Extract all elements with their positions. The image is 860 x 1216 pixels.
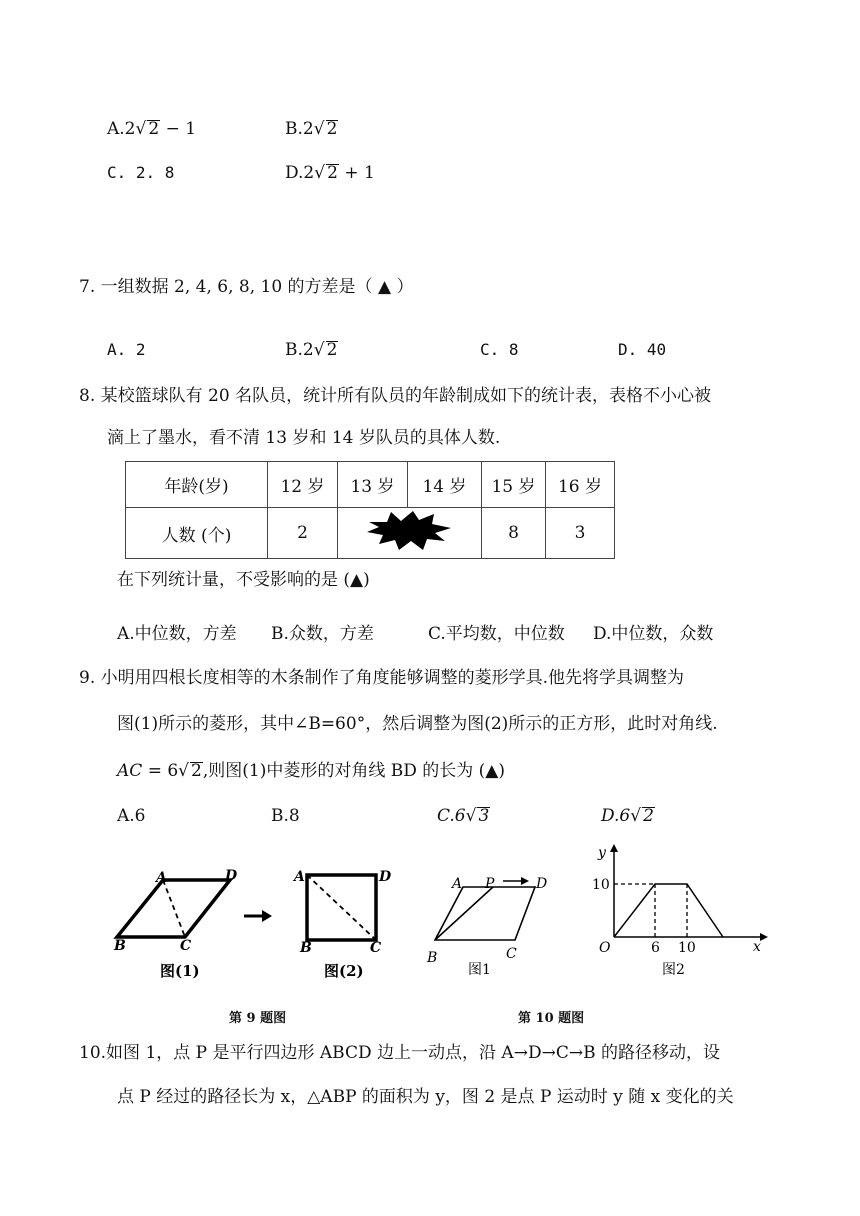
q6-option-b: B.2√ 2 [285,119,338,139]
q6-option-c: C. 2. 8 [107,163,175,182]
count-15: 8 [482,508,546,559]
fig10-2-y-tick-10: 10 [592,877,610,893]
fig9-1-label-d: D [225,868,238,884]
q7-option-b: B.2√ 2 [285,340,338,360]
fig10-parallelogram [426,876,547,978]
fig10-2-origin: O [599,940,611,956]
fig10-2-x-tick-10: 10 [678,940,696,956]
age-stats-table [125,461,615,559]
fig9-rhombus [113,868,238,980]
q8-option-b: B.众数，方差 [271,624,374,644]
header-12: 12 岁 [268,462,338,508]
q7-option-a: A. 2 [107,340,146,359]
q9-option-a: A.6 [117,806,146,826]
q8-line-2: 滴上了墨水，看不清 13 岁和 14 岁队员的具体人数. [107,428,501,448]
fig9-2-label-c: C [370,940,382,956]
q8-option-c: C.平均数，中位数 [428,624,565,644]
fig10-1-label-c: C [506,946,517,962]
fig10-1-label-b: B [427,950,438,966]
fig10-1-label-p: P [485,876,495,892]
figures-area [0,835,860,985]
fig9-2-label-d: D [379,869,392,885]
q9-line-3: AC = 6√ 2,则图(1)中菱形的对角线 BD 的长为 (▲) [117,761,505,781]
fig10-1-label-d: D [536,876,548,892]
table-header-row [126,462,615,508]
fig9-1-label-c: C [180,938,192,954]
fig10-graph [592,844,768,978]
arrow-right-icon [244,910,272,922]
q9-option-d: D.6√ 2 [601,806,654,826]
fig9-1-caption: 图(1) [160,962,200,980]
row-label: 人数 (个) [126,508,268,559]
header-16: 16 岁 [546,462,615,508]
fig10-1-label-a: A [452,876,463,892]
q10-line-1: 10.如图 1，点 P 是平行四边形 ABCD 边上一动点，沿 A→D→C→B 的路径移动，设 [79,1043,720,1063]
table-count-row [126,508,615,559]
fig9-2-caption: 图(2) [324,962,364,980]
q8-prompt: 在下列统计量，不受影响的是 (▲) [117,570,370,590]
q8-line-1: 8. 某校篮球队有 20 名队员，统计所有队员的年龄制成如下的统计表，表格不小心被 [79,386,712,406]
q8-option-a: A.中位数，方差 [117,624,237,644]
q10-line-2: 点 P 经过的路径长为 x，△ABP 的面积为 y，图 2 是点 P 运动时 y 随 x 变化的关 [117,1087,734,1107]
q7-stem: 7. 一组数据 2, 4, 6, 8, 10 的方差是（ ▲ ） [79,277,414,297]
q9-line-1: 9. 小明用四根长度相等的木条制作了角度能够调整的菱形学具.他先将学具调整为 [79,668,685,688]
fig9-square [292,869,392,980]
fig10-2-x-tick-6: 6 [651,940,660,956]
fig9-caption: 第 9 题图 [229,1011,287,1026]
fig10-2-axis-y: y [598,845,606,861]
q6-option-d: D.2√ 2 + 1 [285,163,375,183]
fig9-2-label-b: B [300,940,312,956]
fig9-1-label-a: A [156,870,167,886]
q7-option-d: D. 40 [618,340,667,359]
count-12: 2 [268,508,338,559]
fig9-2-label-a: A [294,869,305,885]
header-13: 13 岁 [338,462,408,508]
ink-blot-icon [339,508,481,553]
fig10-caption: 第 10 题图 [518,1011,585,1026]
q7-option-c: C. 8 [480,340,519,359]
q9-option-c: C.6√ 3 [437,806,490,826]
q9-option-b: B.8 [271,806,300,826]
q9-line-2: 图(1)所示的菱形，其中∠B=60°，然后调整为图(2)所示的正方形，此时对角线. [117,714,718,734]
fig10-2-caption: 图2 [662,962,685,978]
count-16: 3 [546,508,615,559]
fig10-2-axis-x: x [753,939,761,955]
q6-option-a: A.2√ 2 − 1 [107,119,197,139]
header-age: 年龄(岁) [126,462,268,508]
header-15: 15 岁 [482,462,546,508]
fig9-1-label-b: B [114,938,126,954]
fig10-1-caption: 图1 [468,962,491,978]
header-14: 14 岁 [408,462,482,508]
ink-blot-cell [338,508,482,559]
q8-option-d: D.中位数，众数 [593,624,714,644]
